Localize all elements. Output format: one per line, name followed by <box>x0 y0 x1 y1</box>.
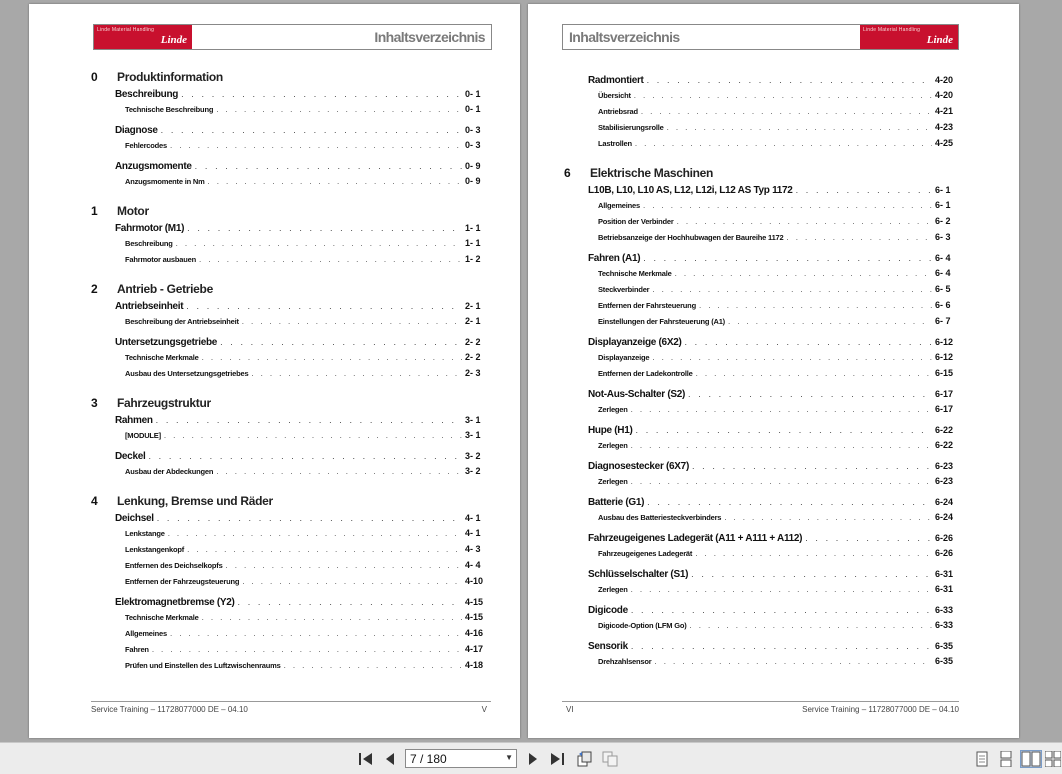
toc-subsection-label: Stabilisierungsrolle <box>598 123 664 132</box>
toc-subsection-page: 3- 1 <box>465 430 481 440</box>
toc-subsection-page: 4-20 <box>935 90 954 100</box>
toc-subsection-label: Lenkstangenkopf <box>125 545 185 554</box>
leader-dots <box>696 369 932 378</box>
toc-subsection-label: Allgemeines <box>125 629 167 638</box>
toc-subsection-label: Displayanzeige <box>598 353 650 362</box>
toc-section[interactable] <box>564 337 959 352</box>
toc-section-page: 6-33 <box>935 605 954 615</box>
leader-dots <box>636 425 932 435</box>
toc-section[interactable] <box>91 161 489 176</box>
toc-subsection-page: 0- 9 <box>465 176 481 186</box>
leader-dots <box>688 389 932 399</box>
toc-subsection-page: 4-23 <box>935 122 954 132</box>
toc-subsection-label: Ausbau des Batteriesteckverbinders <box>598 513 722 522</box>
toc-subsection-label: Entfernen der Fahrzeugsteuerung <box>125 577 240 586</box>
toc-section-label: Untersetzungsgetriebe <box>115 337 218 348</box>
page-footer <box>562 701 959 716</box>
toc-section[interactable] <box>91 597 489 612</box>
leader-dots <box>692 461 932 471</box>
toc-section-page: 3- 2 <box>465 451 481 461</box>
toc-subsection[interactable] <box>564 584 959 600</box>
toc-section-label: Radmontiert <box>588 75 644 86</box>
leader-dots <box>238 597 462 607</box>
toc-subsection-label: Einstellungen der Fahrsteuerung (A1) <box>598 317 725 326</box>
toc-section-page: 6- 4 <box>935 253 951 263</box>
leader-dots <box>631 477 932 486</box>
leader-dots <box>635 139 932 148</box>
toc-subsection[interactable] <box>564 656 959 672</box>
toc-subsection[interactable] <box>91 628 489 644</box>
toc-subsection[interactable] <box>564 440 959 456</box>
leader-dots <box>654 657 932 666</box>
toc-subsection-page: 3- 2 <box>465 466 481 476</box>
leader-dots <box>226 561 462 570</box>
toc-section[interactable] <box>91 125 489 140</box>
leader-dots <box>195 161 462 171</box>
toc-section-label: Displayanzeige (6X2) <box>588 337 682 348</box>
toc-subsection-label: Ausbau des Untersetzungsgetriebes <box>125 369 249 378</box>
pdf-page-right <box>528 4 1019 738</box>
toc-subsection-label: Zerlegen <box>598 441 628 450</box>
toc-section[interactable] <box>91 89 489 104</box>
toc-subsection-label: Anzugsmomente in Nm <box>125 177 205 186</box>
toc-subsection-label: Fehlercodes <box>125 141 167 150</box>
toc-section-page: 6-23 <box>935 461 954 471</box>
toc-section[interactable] <box>564 605 959 620</box>
toc-subsection-label: Entfernen der Ladekontrolle <box>598 369 693 378</box>
toc-section-label: Anzugsmomente <box>115 161 192 172</box>
toc-section[interactable] <box>91 451 489 466</box>
leader-dots <box>170 141 462 150</box>
page-indicator: 7 / 180 <box>410 751 447 766</box>
leader-dots <box>641 107 932 116</box>
rotate-icon[interactable] <box>575 750 593 768</box>
toc-section-page: 0- 3 <box>465 125 481 135</box>
toc-section-label: Rahmen <box>115 415 153 426</box>
toc-section[interactable] <box>564 569 959 584</box>
leader-dots <box>631 405 932 414</box>
toc-section-page: 4-20 <box>935 75 954 85</box>
toc-section-page: 6-17 <box>935 389 954 399</box>
toc-subsection-label: Steckverbinder <box>598 285 650 294</box>
toc-subsection[interactable] <box>564 90 959 106</box>
linde-logo: Linde Material Handling Linde <box>94 25 192 49</box>
toc-subsection-page: 4- 1 <box>465 528 481 538</box>
page-number-field[interactable] <box>405 749 517 768</box>
chapter-number: 6 <box>564 166 571 180</box>
leader-dots <box>164 431 462 440</box>
leader-dots <box>643 201 932 210</box>
leader-dots <box>176 239 462 248</box>
leader-dots <box>677 217 932 226</box>
toc-subsection[interactable] <box>91 254 489 270</box>
toc-subsection[interactable] <box>91 238 489 254</box>
toc-subsection[interactable] <box>91 176 489 192</box>
leader-dots <box>187 545 462 554</box>
toc-subsection-label: Zerlegen <box>598 405 628 414</box>
toc-subsection[interactable] <box>564 512 959 528</box>
toc-subsection-page: 6- 5 <box>935 284 951 294</box>
toc-section[interactable] <box>564 461 959 476</box>
chapter-title: Motor <box>117 204 149 218</box>
toc-subsection-page: 4- 3 <box>465 544 481 554</box>
toc-section[interactable] <box>91 513 489 528</box>
toc-section-page: 6-26 <box>935 533 954 543</box>
toc-section-page: 6-22 <box>935 425 954 435</box>
table-of-contents <box>564 70 959 672</box>
chapter-title: Antrieb - Getriebe <box>117 282 213 296</box>
toc-section-label: Antriebseinheit <box>115 301 184 312</box>
first-page-icon[interactable] <box>357 750 375 768</box>
toc-subsection-label: Fahrzeugeigenes Ladegerät <box>598 549 693 558</box>
toc-subsection-page: 6-17 <box>935 404 954 414</box>
toc-section-label: Hupe (H1) <box>588 425 633 436</box>
toc-subsection-page: 0- 3 <box>465 140 481 150</box>
toc-section-page: 6-35 <box>935 641 954 651</box>
toc-subsection-label: Entfernen der Fahrsteuerung <box>598 301 696 310</box>
toc-subsection[interactable] <box>91 560 489 576</box>
toc-subsection-label: Prüfen und Einstellen des Luftzwischenraums <box>125 661 281 670</box>
toc-subsection-label: Entfernen des Deichselkopfs <box>125 561 223 570</box>
toc-subsection[interactable] <box>91 528 489 544</box>
chapter-heading[interactable] <box>91 282 489 296</box>
toc-section-label: Beschreibung <box>115 89 179 100</box>
chapter-heading[interactable] <box>91 70 489 84</box>
chapter-title: Produktinformation <box>117 70 223 84</box>
toc-subsection-page: 6- 2 <box>935 216 951 226</box>
leader-dots <box>148 451 462 461</box>
toc-subsection[interactable] <box>91 466 489 482</box>
toc-subsection-page: 1- 1 <box>465 238 481 248</box>
two-page-icon[interactable] <box>1021 751 1041 767</box>
toc-subsection[interactable] <box>91 316 489 332</box>
toc-subsection-page: 4-17 <box>465 644 484 654</box>
chapter-heading[interactable] <box>91 396 489 410</box>
toc-section[interactable] <box>564 425 959 440</box>
toc-subsection[interactable] <box>91 430 489 446</box>
toc-subsection-page: 4-15 <box>465 612 484 622</box>
toc-section-label: L10B, L10, L10 AS, L12, L12i, L12 AS Typ 1172 <box>588 185 793 196</box>
leader-dots <box>216 467 462 476</box>
toc-subsection-page: 4-25 <box>935 138 954 148</box>
toc-subsection-page: 1- 2 <box>465 254 481 264</box>
leader-dots <box>647 75 932 85</box>
toc-subsection-label: Digicode-Option (LFM Go) <box>598 621 687 630</box>
toc-subsection-label: Lenkstange <box>125 529 165 538</box>
toc-section[interactable] <box>564 185 959 200</box>
toc-section[interactable] <box>564 533 959 548</box>
viewer-toolbar <box>0 742 1062 774</box>
leader-dots <box>187 223 462 233</box>
toc-subsection[interactable] <box>564 368 959 384</box>
leader-dots <box>728 317 932 326</box>
toc-subsection-label: Lastrollen <box>598 139 632 148</box>
toc-section-label: Elektromagnetbremse (Y2) <box>115 597 235 608</box>
toc-subsection[interactable] <box>564 106 959 122</box>
toc-section[interactable] <box>91 223 489 238</box>
leader-dots <box>805 533 932 543</box>
toc-section-page: 6-31 <box>935 569 954 579</box>
toc-subsection[interactable] <box>564 316 959 332</box>
leader-dots <box>186 301 462 311</box>
leader-dots <box>652 285 932 294</box>
toc-subsection-page: 6-26 <box>935 548 954 558</box>
footer-text: Service Training – 11728077000 DE – 04.10 <box>802 705 959 714</box>
toc-subsection-page: 6-23 <box>935 476 954 486</box>
leader-dots <box>168 529 462 538</box>
toc-section[interactable] <box>564 389 959 404</box>
toc-subsection[interactable] <box>564 216 959 232</box>
toc-subsection-label: Technische Beschreibung <box>125 105 214 114</box>
toc-section-label: Batterie (G1) <box>588 497 645 508</box>
toc-section-page: 4- 1 <box>465 513 481 523</box>
toc-section-label: Deichsel <box>115 513 154 524</box>
dropdown-arrow-icon[interactable]: ▼ <box>505 753 513 762</box>
toc-section-label: Sensorik <box>588 641 628 652</box>
toc-subsection[interactable] <box>564 352 959 368</box>
toc-subsection-page: 2- 2 <box>465 352 481 362</box>
chapter-number: 0 <box>91 70 98 84</box>
toc-subsection-label: Fahrmotor ausbauen <box>125 255 196 264</box>
toc-subsection-page: 4-18 <box>465 660 484 670</box>
toc-subsection-page: 6-12 <box>935 352 954 362</box>
toc-subsection[interactable] <box>564 620 959 636</box>
toc-section-page: 2- 2 <box>465 337 481 347</box>
page-footer <box>91 701 491 716</box>
toc-section-label: Schlüsselschalter (S1) <box>588 569 689 580</box>
toc-subsection[interactable] <box>564 476 959 492</box>
toc-subsection-page: 6-22 <box>935 440 954 450</box>
toc-subsection-page: 6-35 <box>935 656 954 666</box>
page-header-title: Inhaltsverzeichnis <box>569 29 680 45</box>
chapter-title: Elektrische Maschinen <box>590 166 714 180</box>
leader-dots <box>152 645 462 654</box>
chapter-title: Fahrzeugstruktur <box>117 396 211 410</box>
leader-dots <box>156 415 462 425</box>
toc-subsection-label: Zerlegen <box>598 477 628 486</box>
chapter-title: Lenkung, Bremse und Räder <box>117 494 273 508</box>
next-page-icon[interactable] <box>524 750 542 768</box>
toc-subsection-page: 6-15 <box>935 368 954 378</box>
leader-dots <box>242 577 462 586</box>
leader-dots <box>199 255 462 264</box>
toc-section-label: Fahrmotor (M1) <box>115 223 185 234</box>
copy-icon[interactable] <box>601 750 619 768</box>
toc-subsection[interactable] <box>564 404 959 420</box>
footer-text: Service Training – 11728077000 DE – 04.10 <box>91 705 248 714</box>
toc-subsection[interactable] <box>564 232 959 248</box>
page-header <box>562 24 959 50</box>
toc-section-page: 0- 1 <box>465 89 481 99</box>
toc-section-page: 6-24 <box>935 497 954 507</box>
continuous-icon[interactable] <box>999 751 1013 767</box>
toc-section-label: Not-Aus-Schalter (S2) <box>588 389 686 400</box>
leader-dots <box>631 441 932 450</box>
toc-section-label: Diagnose <box>115 125 158 136</box>
toc-subsection-page: 6-33 <box>935 620 954 630</box>
toc-subsection[interactable] <box>91 644 489 660</box>
leader-dots <box>691 569 932 579</box>
toc-subsection-page: 6- 7 <box>935 316 951 326</box>
toc-section-label: Fahren (A1) <box>588 253 641 264</box>
leader-dots <box>220 337 462 347</box>
leader-dots <box>634 91 932 100</box>
page-header-title: Inhaltsverzeichnis <box>374 29 485 45</box>
leader-dots <box>690 621 932 630</box>
toc-section[interactable] <box>91 415 489 430</box>
footer-page-number: V <box>481 705 487 714</box>
page-header <box>93 24 492 50</box>
toc-subsection[interactable] <box>91 576 489 592</box>
leader-dots <box>675 269 932 278</box>
leader-dots <box>202 353 462 362</box>
toc-section-page: 4-15 <box>465 597 484 607</box>
toc-subsection-label: Übersicht <box>598 91 631 100</box>
leader-dots <box>202 613 462 622</box>
toc-subsection[interactable] <box>564 268 959 284</box>
toc-section-label: Diagnosestecker (6X7) <box>588 461 689 472</box>
toc-subsection[interactable] <box>564 138 959 154</box>
toc-subsection-label: Beschreibung <box>125 239 173 248</box>
leader-dots <box>695 549 932 558</box>
footer-page-number: VI <box>566 705 574 714</box>
leader-dots <box>251 369 462 378</box>
linde-logo: Linde Material Handling Linde <box>860 25 958 49</box>
toc-subsection[interactable] <box>91 660 489 676</box>
toc-section-label: Digicode <box>588 605 628 616</box>
toc-subsection-label: Technische Merkmale <box>598 269 672 278</box>
leader-dots <box>643 253 932 263</box>
toc-subsection-label: Technische Merkmale <box>125 353 199 362</box>
leader-dots <box>796 185 932 195</box>
toc-section[interactable] <box>91 301 489 316</box>
leader-dots <box>216 105 462 114</box>
leader-dots <box>284 661 462 670</box>
toc-subsection-label: Fahren <box>125 645 149 654</box>
toc-subsection-label: Drehzahlsensor <box>598 657 652 666</box>
toc-subsection-label: Zerlegen <box>598 585 628 594</box>
chapter-heading[interactable] <box>564 166 959 180</box>
leader-dots <box>631 641 932 651</box>
toc-section[interactable] <box>564 641 959 656</box>
toc-subsection-page: 4-10 <box>465 576 484 586</box>
table-of-contents <box>91 70 489 676</box>
leader-dots <box>652 353 932 362</box>
leader-dots <box>157 513 462 523</box>
toc-subsection-page: 6- 4 <box>935 268 951 278</box>
toc-subsection-label: Beschreibung der Antriebseinheit <box>125 317 239 326</box>
leader-dots <box>170 629 462 638</box>
leader-dots <box>181 89 462 99</box>
toc-subsection-page: 2- 3 <box>465 368 481 378</box>
toc-subsection[interactable] <box>91 140 489 156</box>
leader-dots <box>699 301 932 310</box>
toc-section[interactable] <box>564 253 959 268</box>
toc-subsection[interactable] <box>91 104 489 120</box>
prev-page-icon[interactable] <box>381 750 399 768</box>
toc-subsection-page: 6- 6 <box>935 300 951 310</box>
toc-subsection-page: 0- 1 <box>465 104 481 114</box>
chapter-number: 3 <box>91 396 98 410</box>
chapter-heading[interactable] <box>91 204 489 218</box>
toc-section[interactable] <box>564 497 959 512</box>
toc-subsection[interactable] <box>564 300 959 316</box>
toc-subsection-page: 4-16 <box>465 628 484 638</box>
toc-subsection-label: Antriebsrad <box>598 107 638 116</box>
toc-subsection-page: 6- 1 <box>935 200 951 210</box>
toc-subsection[interactable] <box>91 352 489 368</box>
chapter-number: 4 <box>91 494 98 508</box>
toc-subsection-page: 6-24 <box>935 512 954 522</box>
toc-subsection[interactable] <box>564 122 959 138</box>
chapter-heading[interactable] <box>91 494 489 508</box>
two-page-continuous-icon[interactable] <box>1045 751 1059 767</box>
leader-dots <box>647 497 932 507</box>
toc-subsection-label: Ausbau der Abdeckungen <box>125 467 214 476</box>
toc-section-page: 6- 1 <box>935 185 951 195</box>
leader-dots <box>208 177 462 186</box>
last-page-icon[interactable] <box>548 750 566 768</box>
toc-subsection[interactable] <box>91 368 489 384</box>
toc-subsection-label: Allgemeines <box>598 201 640 210</box>
toc-section-page: 6-12 <box>935 337 954 347</box>
toc-section[interactable] <box>564 75 959 90</box>
toc-subsection-page: 4-21 <box>935 106 954 116</box>
leader-dots <box>242 317 462 326</box>
toc-subsection[interactable] <box>564 548 959 564</box>
toc-subsection-page: 6-31 <box>935 584 954 594</box>
toc-section-page: 0- 9 <box>465 161 481 171</box>
toc-subsection-page: 4- 4 <box>465 560 481 570</box>
chapter-number: 2 <box>91 282 98 296</box>
leader-dots <box>684 337 932 347</box>
toc-subsection-label: Betriebsanzeige der Hochhubwagen der Baureihe 1172 <box>598 233 784 242</box>
leader-dots <box>631 585 932 594</box>
leader-dots <box>786 233 932 242</box>
toc-section[interactable] <box>91 337 489 352</box>
toc-subsection-page: 6- 3 <box>935 232 951 242</box>
chapter-number: 1 <box>91 204 98 218</box>
toc-subsection-label: Position der Verbinder <box>598 217 674 226</box>
leader-dots <box>161 125 462 135</box>
toc-section-page: 1- 1 <box>465 223 481 233</box>
toc-subsection-page: 2- 1 <box>465 316 481 326</box>
leader-dots <box>631 605 932 615</box>
toc-subsection[interactable] <box>91 612 489 628</box>
leader-dots <box>667 123 932 132</box>
toc-section-page: 3- 1 <box>465 415 481 425</box>
toc-subsection-label: Technische Merkmale <box>125 613 199 622</box>
pdf-page-left <box>29 4 520 738</box>
single-page-icon[interactable] <box>975 751 989 767</box>
toc-section-label: Fahrzeugeigenes Ladegerät (A11 + A111 + A112) <box>588 533 803 544</box>
toc-subsection[interactable] <box>91 544 489 560</box>
toc-section-label: Deckel <box>115 451 146 462</box>
toc-subsection[interactable] <box>564 200 959 216</box>
leader-dots <box>724 513 932 522</box>
toc-section-page: 2- 1 <box>465 301 481 311</box>
toc-subsection-label: [MODULE] <box>125 431 161 440</box>
toc-subsection[interactable] <box>564 284 959 300</box>
